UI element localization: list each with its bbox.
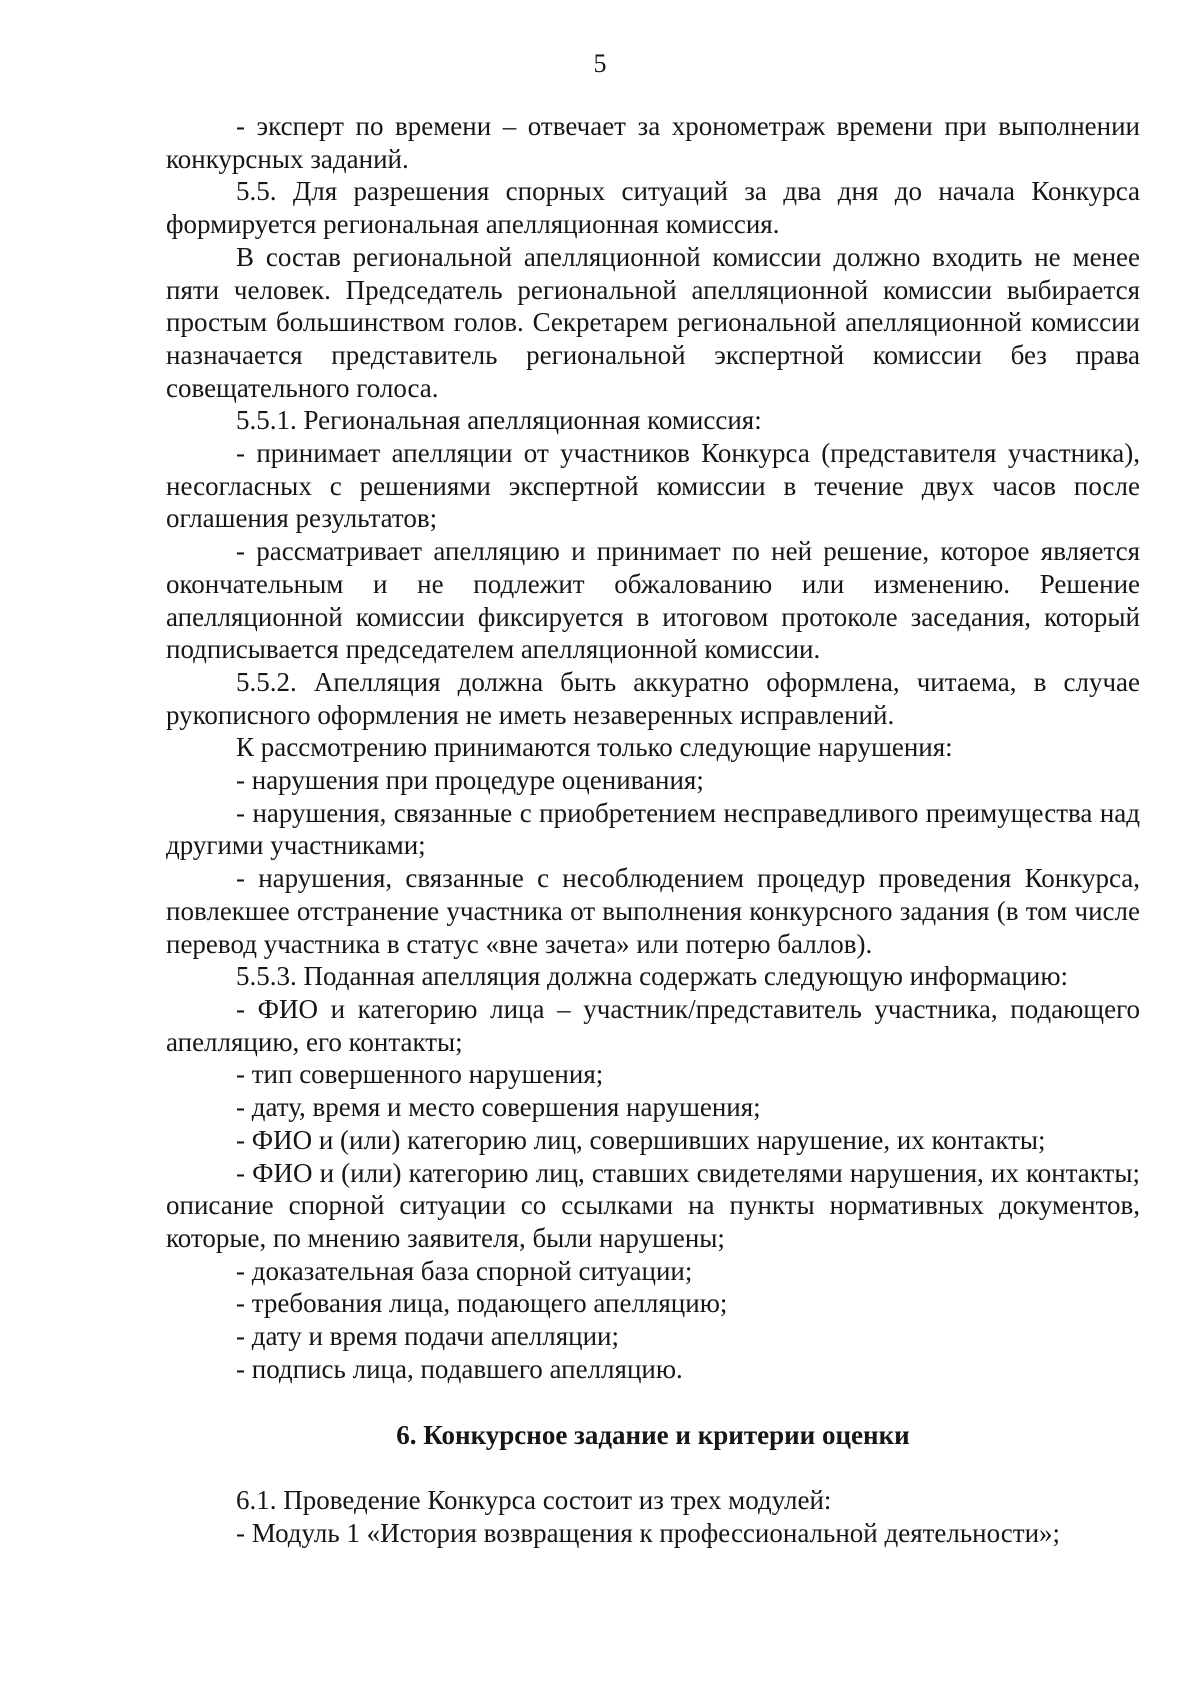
paragraph-5-5-2: 5.5.2. Апелляция должна быть аккуратно оформлена, читаема, в случае рукописного оформления не иметь незаверенных исправлений. [166, 666, 1140, 730]
paragraph-accepts-appeals: - принимает апелляции от участников Конкурса (представителя участника), несогласных с решениями экспертной комиссии в течение двух часов после оглашения результатов; [166, 438, 1140, 534]
list-item-appeal-info: - доказательная база спорной ситуации; [236, 1255, 693, 1286]
paragraph-commission-composition: В состав региональной апелляционной комиссии должно входить не менее пяти человек. Председатель региональной апелляционной комиссии выбирается простым большинством голов. Секретарем региональной апелляционной комиссии назначается представитель региональной экспертной комиссии без права совещательного голоса. [166, 241, 1140, 403]
list-item-violation: - нарушения, связанные с приобретением несправедливого преимущества над другими участниками; [166, 797, 1140, 861]
paragraph-time-expert: - эксперт по времени – отвечает за хронометраж времени при выполнении конкурсных заданий. [166, 111, 1140, 174]
document-body [166, 110, 1140, 1550]
list-item-violation: - нарушения при процедуре оценивания; [236, 765, 704, 796]
list-item-appeal-info: - ФИО и (или) категорию лиц, совершивших нарушение, их контакты; [236, 1124, 1046, 1155]
paragraph-5-5-1: 5.5.1. Региональная апелляционная комиссия: [236, 405, 762, 436]
paragraph-reviews-appeal: - рассматривает апелляцию и принимает по ней решение, которое является окончательным и не подлежит обжалованию или изменению. Решение апелляционной комиссии фиксируется в итоговом протоколе заседания, который подписывается председателем апелляционной комиссии. [166, 536, 1140, 665]
list-item-appeal-info: - подпись лица, подавшего апелляцию. [236, 1353, 683, 1384]
list-item-appeal-info: - ФИО и категорию лица – участник/представитель участника, подающего апелляцию, его контакты; [166, 993, 1140, 1057]
paragraph-5-5: 5.5. Для разрешения спорных ситуаций за два дня до начала Конкурса формируется региональная апелляционная комиссия. [166, 176, 1140, 240]
list-item-appeal-info: - требования лица, подающего апелляцию; [236, 1288, 728, 1319]
list-item-appeal-info: - ФИО и (или) категорию лиц, ставших свидетелями нарушения, их контакты; описание спорной ситуации со ссылками на пункты нормативных документов, которые, по мнению заявителя, были нарушены; [166, 1157, 1140, 1253]
paragraph-accepted-violations: К рассмотрению принимаются только следующие нарушения: [236, 732, 953, 763]
page-number: 5 [593, 49, 607, 78]
list-item-appeal-info: - дату, время и место совершения нарушения; [236, 1092, 761, 1123]
section-heading: 6. Конкурсное задание и критерии оценки [396, 1420, 910, 1451]
paragraph-5-5-3: 5.5.3. Поданная апелляция должна содержать следующую информацию: [236, 961, 1069, 992]
list-item-module: - Модуль 1 «История возвращения к профессиональной деятельности»; [236, 1517, 1061, 1548]
spacer [166, 1452, 1140, 1484]
paragraph-6-1: 6.1. Проведение Конкурса состоит из трех модулей: [236, 1485, 832, 1516]
spacer [166, 1385, 1140, 1419]
list-item-violation: - нарушения, связанные с несоблюдением процедур проведения Конкурса, повлекшее отстранение участника от выполнения конкурсного задания (в том числе перевод участника в статус «вне зачета» или потерю баллов). [166, 863, 1140, 959]
list-item-appeal-info: - тип совершенного нарушения; [236, 1059, 604, 1090]
list-item-appeal-info: - дату и время подачи апелляции; [236, 1321, 620, 1352]
